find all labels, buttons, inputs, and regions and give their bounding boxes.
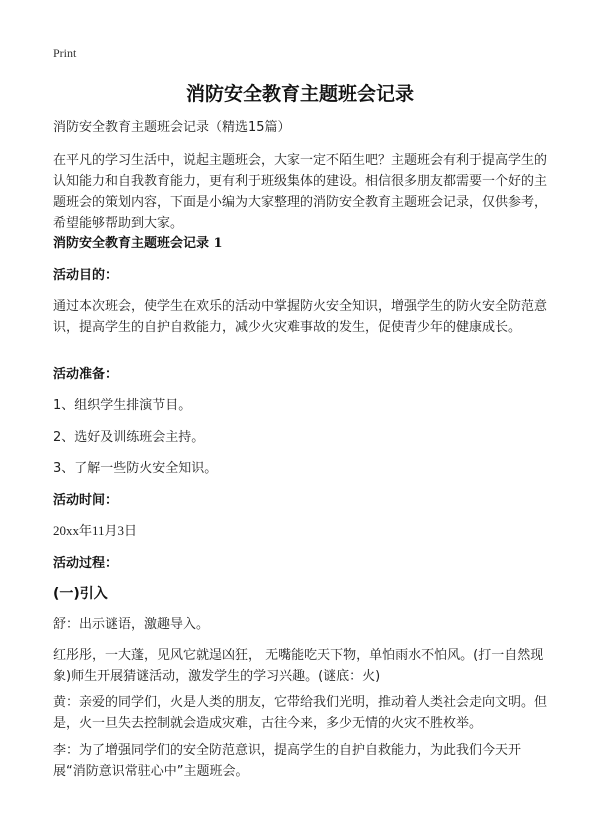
goal-paragraph: 通过本次班会，使学生在欢乐的活动中掌握防火安全知识，增强学生的防火安全防范意识，提高学生的自护自救能力，减少火灾难事故的发生，促使青少年的健康成长。 xyxy=(53,299,548,335)
intro-paragraph: 在平凡的学习生活中，说起主题班会，大家一定不陌生吧？主题班会有利于提高学生的认知能力和自我教育能力，更有利于班级集体的建设。相信很多朋友都需要一个好的主题班会的策划内容，下面是小编为大家整理的消防安全教育主题班会记录，仅供参考，希望能够帮助到大家。 xyxy=(53,153,548,231)
section-title: 消防安全教育主题班会记录 1 xyxy=(53,236,223,251)
print-label: Print xyxy=(53,46,77,60)
prep-heading: 活动准备： xyxy=(53,367,119,382)
document-subtitle: 消防安全教育主题班会记录（精选15篇） xyxy=(53,120,291,135)
intro-subheading: (一)引入 xyxy=(53,586,108,602)
goal-heading: 活动目的： xyxy=(53,268,119,283)
prep-item: 1、组织学生排演节目。 xyxy=(53,398,192,413)
process-paragraph: 舒：出示谜语，激趣导入。 xyxy=(53,617,210,632)
process-paragraph: 红彤彤，一大蓬，见风它就逞凶狂， 无嘴能吃天下物，单怕雨水不怕风。(打一自然现象)师生开展猜谜活动，激发学生的学习兴趣。(谜底：火) xyxy=(53,648,544,684)
process-paragraph: 黄：亲爱的同学们，火是人类的朋友，它带给我们光明，推动着人类社会走向文明。但是，火一旦失去控制就会造成灾难，古往今来，多少无情的火灾不胜枚举。 xyxy=(53,695,548,731)
prep-item: 3、了解一些防火安全知识。 xyxy=(53,461,218,476)
prep-item: 2、选好及训练班会主持。 xyxy=(53,430,205,445)
event-date: 20xx年11月3日 xyxy=(53,523,138,538)
time-heading: 活动时间： xyxy=(53,493,119,508)
process-paragraph: 李：为了增强同学们的安全防范意识，提高学生的自护自救能力，为此我们今天开展“消防意识常驻心中”主题班会。 xyxy=(53,743,522,779)
process-heading: 活动过程： xyxy=(53,556,119,571)
document-title: 消防安全教育主题班会记录 xyxy=(185,83,414,105)
